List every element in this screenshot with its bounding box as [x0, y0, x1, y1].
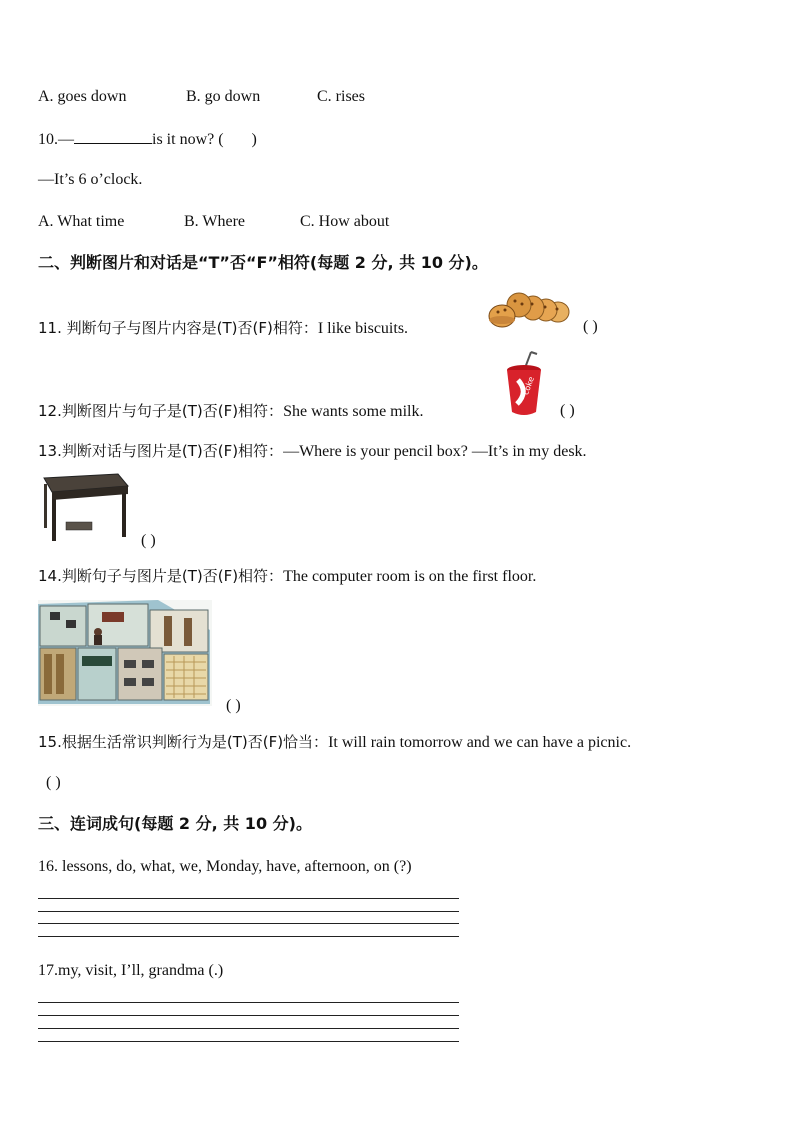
q13-answer-paren[interactable]: ( )	[141, 532, 156, 549]
q17-answer-line-2[interactable]	[38, 1015, 459, 1016]
q13-sentence: —Where is your pencil box? —It’s in my desk.	[283, 443, 587, 460]
q11-text	[38, 318, 408, 339]
q11-label: 11. 判断句子与图片内容是(T)否(F)相符：	[38, 319, 318, 337]
q17-answer-line-3[interactable]	[38, 1028, 459, 1029]
cola-cup-image	[503, 352, 545, 418]
desk-icon	[44, 474, 128, 541]
section3-title: 三、连词成句(每题 2 分, 共 10 分)。	[38, 814, 312, 833]
q13-text	[38, 441, 587, 462]
q17-answer-line-1[interactable]	[38, 1002, 459, 1003]
q15-answer-paren[interactable]: ( )	[46, 774, 61, 791]
q10-prefix: 10.—	[38, 131, 74, 148]
q14-text	[38, 566, 536, 587]
q16-text: 16. lessons, do, what, we, Monday, have, afternoon, on (?)	[38, 858, 412, 875]
q16-answer-line-4[interactable]	[38, 936, 459, 937]
building-icon	[38, 600, 212, 706]
q11-answer-paren[interactable]: ( )	[583, 318, 598, 335]
q11-sentence: I like biscuits.	[317, 320, 409, 337]
q12-answer-paren[interactable]: ( )	[560, 402, 575, 419]
q13-label: 13.判断对话与图片是(T)否(F)相符：	[38, 442, 284, 460]
q17-text: 17.my, visit, I’ll, grandma (.)	[38, 962, 224, 979]
q10-close: )	[251, 131, 257, 148]
q14-sentence: The computer room is on the first floor.	[283, 568, 537, 585]
q12-label: 12.判断图片与句子是(T)否(F)相符：	[38, 402, 284, 420]
q14-answer-paren[interactable]: ( )	[226, 697, 241, 714]
cup-label: coke	[521, 375, 536, 397]
q10-option-a: A. What time	[38, 213, 125, 230]
q9-option-b: B. go down	[186, 88, 261, 105]
q10-question	[38, 129, 257, 150]
cup-icon	[507, 352, 541, 415]
biscuit-icon	[489, 293, 569, 327]
q9-option-c: C. rises	[317, 88, 365, 105]
q15-sentence: It will rain tomorrow and we can have a picnic.	[328, 734, 632, 751]
q16-answer-line-2[interactable]	[38, 911, 459, 912]
q12-sentence: She wants some milk.	[283, 403, 424, 420]
biscuits-image	[488, 290, 574, 336]
q14-label: 14.判断句子与图片是(T)否(F)相符：	[38, 567, 284, 585]
q10-option-c: C. How about	[300, 213, 390, 230]
school-building-image	[38, 600, 212, 706]
q15-label: 15.根据生活常识判断行为是(T)否(F)恰当：	[38, 733, 329, 751]
desk-image	[38, 472, 130, 544]
q16-answer-line-1[interactable]	[38, 898, 459, 899]
q9-option-a: A. goes down	[38, 88, 127, 105]
q12-text	[38, 401, 424, 422]
q15-text	[38, 732, 631, 753]
q10-suffix: is it now? (	[152, 131, 224, 148]
q16-answer-line-3[interactable]	[38, 923, 459, 924]
q17-answer-line-4[interactable]	[38, 1041, 459, 1042]
section2-title: 二、判断图片和对话是“T”否“F”相符(每题 2 分, 共 10 分)。	[38, 253, 488, 272]
q10-answer: —It’s 6 o’clock.	[38, 171, 143, 188]
q10-blank	[74, 129, 152, 144]
q10-option-b: B. Where	[184, 213, 246, 230]
